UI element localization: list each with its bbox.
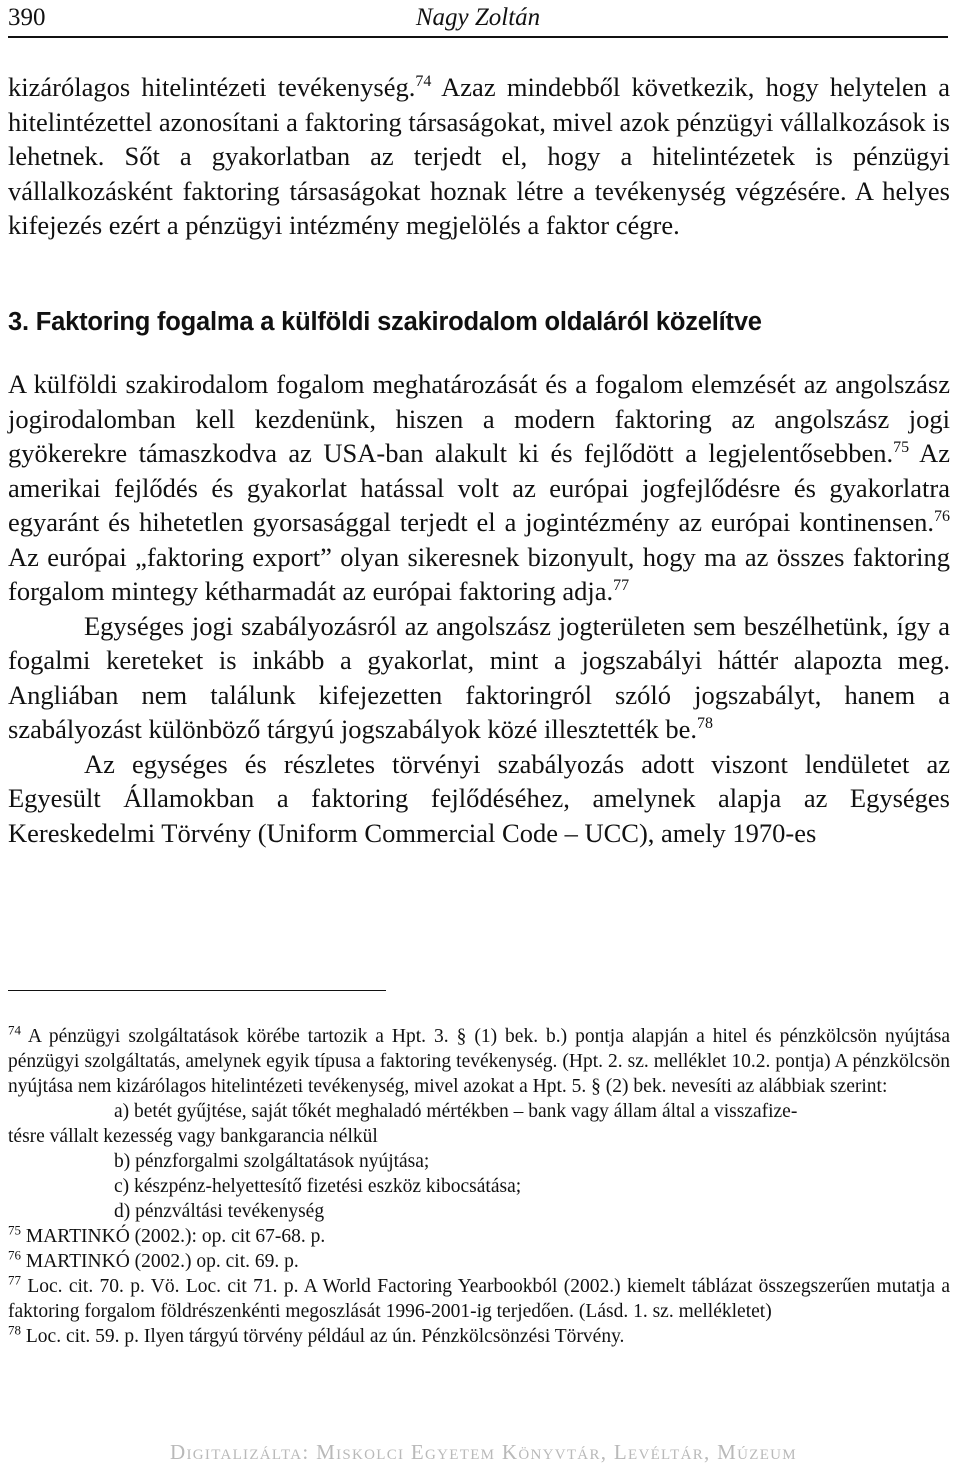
footnote-74-item-b: b) pénzforgalmi szolgáltatások nyújtása;	[114, 1151, 430, 1172]
paragraph-3: Egységes jogi szabályozásról az angolszász jogterületen sem beszélhetünk, így a fogalmi kereteket is inkább a gyakorlat, mint a jogszabályi háttér alapozta meg. Angliában nem találunk kifejezetten faktoringról szóló jogszabályt, hanem a szabályozást különböző tárgyú jogszabályok közé illesztették be.$^{78}$	[8, 610, 950, 744]
footnote-74-item-a-cont: tésre vállalt kezesség vagy bankgarancia nélkül	[8, 1126, 378, 1147]
footnote-separator	[8, 990, 386, 991]
footnote-ref-77[interactable]: 77	[613, 577, 630, 595]
body-text	[8, 70, 950, 850]
footnote-74-item-d: d) pénzváltási tevékenység	[114, 1201, 325, 1222]
page-header	[8, 2, 948, 38]
running-head-author: Nagy Zoltán	[415, 4, 541, 31]
paragraph-1: kizárólagos hitelintézeti tevékenység.$^{74}$ Azaz mindebből következik, hogy helytelen a hitelintézettel azonosítani a faktoring társaságokat, mivel azok pénzügyi vállalkozások is lehetnek. Sőt a gyakorlatban az terjedt el, hogy a hitelintézetek is pénzügyi vállalkozásként faktoring társaságokat hoznak létre a tevékenység végzésére. A helyes kifejezés ezért a pénzügyi intézmény megjelölés a faktor cégre.	[8, 72, 950, 240]
footnote-76: $^{76}$ MARTINKÓ (2002.) op. cit. 69. p.	[8, 1247, 299, 1272]
footnote-74-item-a: a) betét gyűjtése, saját tőkét meghaladó mértékben – bank vagy állam által a visszafize-	[114, 1101, 798, 1122]
footnote-74-item-c: c) készpénz-helyettesítő fizetési eszköz kibocsátása;	[114, 1176, 522, 1197]
footnote-ref-75[interactable]: 75	[893, 439, 910, 457]
footnote-ref-78[interactable]: 78	[697, 715, 714, 733]
section-heading: 3. Faktoring fogalma a külföldi szakirodalom oldaláról közelítve	[8, 307, 762, 336]
digitization-watermark: Digitalizálta: Miskolci Egyetem Könyvtár, Levéltár, Múzeum	[170, 1440, 797, 1464]
footnotes	[8, 1024, 950, 1349]
page-number: 390	[8, 4, 46, 31]
footnote-ref-76[interactable]: 76	[934, 508, 950, 526]
footnote-75: $^{75}$ MARTINKÓ (2002.): op. cit 67-68. p.	[8, 1222, 326, 1247]
footnote-78: $^{78}$ Loc. cit. 59. p. Ilyen tárgyú törvény például az ún. Pénzkölcsönzési Törvény.	[8, 1322, 625, 1347]
footnote-74: $^{74}$ A pénzügyi szolgáltatások körébe tartozik a Hpt. 3. § (1) bek. b.) pontja alapján a hitel és pénzkölcsön nyújtása pénzügyi szolgáltatás, amelynek egyik típusa a faktoring tevékenység. (Hpt. 2. sz. melléklet 10.2. pontja) A pénzkölcsön nyújtása nem kizárólagos hitelintézeti tevékenység, mivel azokat a Hpt. 5. § (2) bek. nevesíti az alábbiak szerint:	[8, 1022, 950, 1097]
footnote-ref-74[interactable]: 74	[415, 73, 432, 91]
footnote-77: $^{77}$ Loc. cit. 70. p. Vö. Loc. cit 71. p. A World Factoring Yearbookból (2002.) kiemelt táblázat összegszerűen mutatja a faktoring forgalom földrészenkénti megoszlását 1996-2001-ig terjedően. (Lásd. 1. sz. mellékletet)	[8, 1272, 950, 1322]
paragraph-4: Az egységes és részletes törvényi szabályozás adott viszont lendületet az Egyesült Államokban a faktoring fejlődéséhez, amelynek alapja az Egységes Kereskedelmi Törvény (Uniform Commercial Code – UCC), amely 1970-es	[8, 748, 950, 848]
paragraph-2: A külföldi szakirodalom fogalom meghatározását és a fogalom elemzését az angolszász jogirodalomban kell kezdenünk, hiszen a modern faktoring az angolszász jogi gyökerekre támaszkodva az USA-ban alakult ki és fejlődött a legjelentősebben.$^{75}$ Az amerikai fejlődés és gyakorlat hatással volt az európai jogfejlődésre és gyakorlatra egyaránt és hihetetlen gyorsasággal terjedt el a jogintézmény az európai kontinensen.$^{76}$ Az európai „faktoring export” olyan sikeresnek bizonyult, hogy ma az összes faktoring forgalom mintegy kétharmadát az európai faktoring adja.$^{77}$	[8, 369, 950, 606]
